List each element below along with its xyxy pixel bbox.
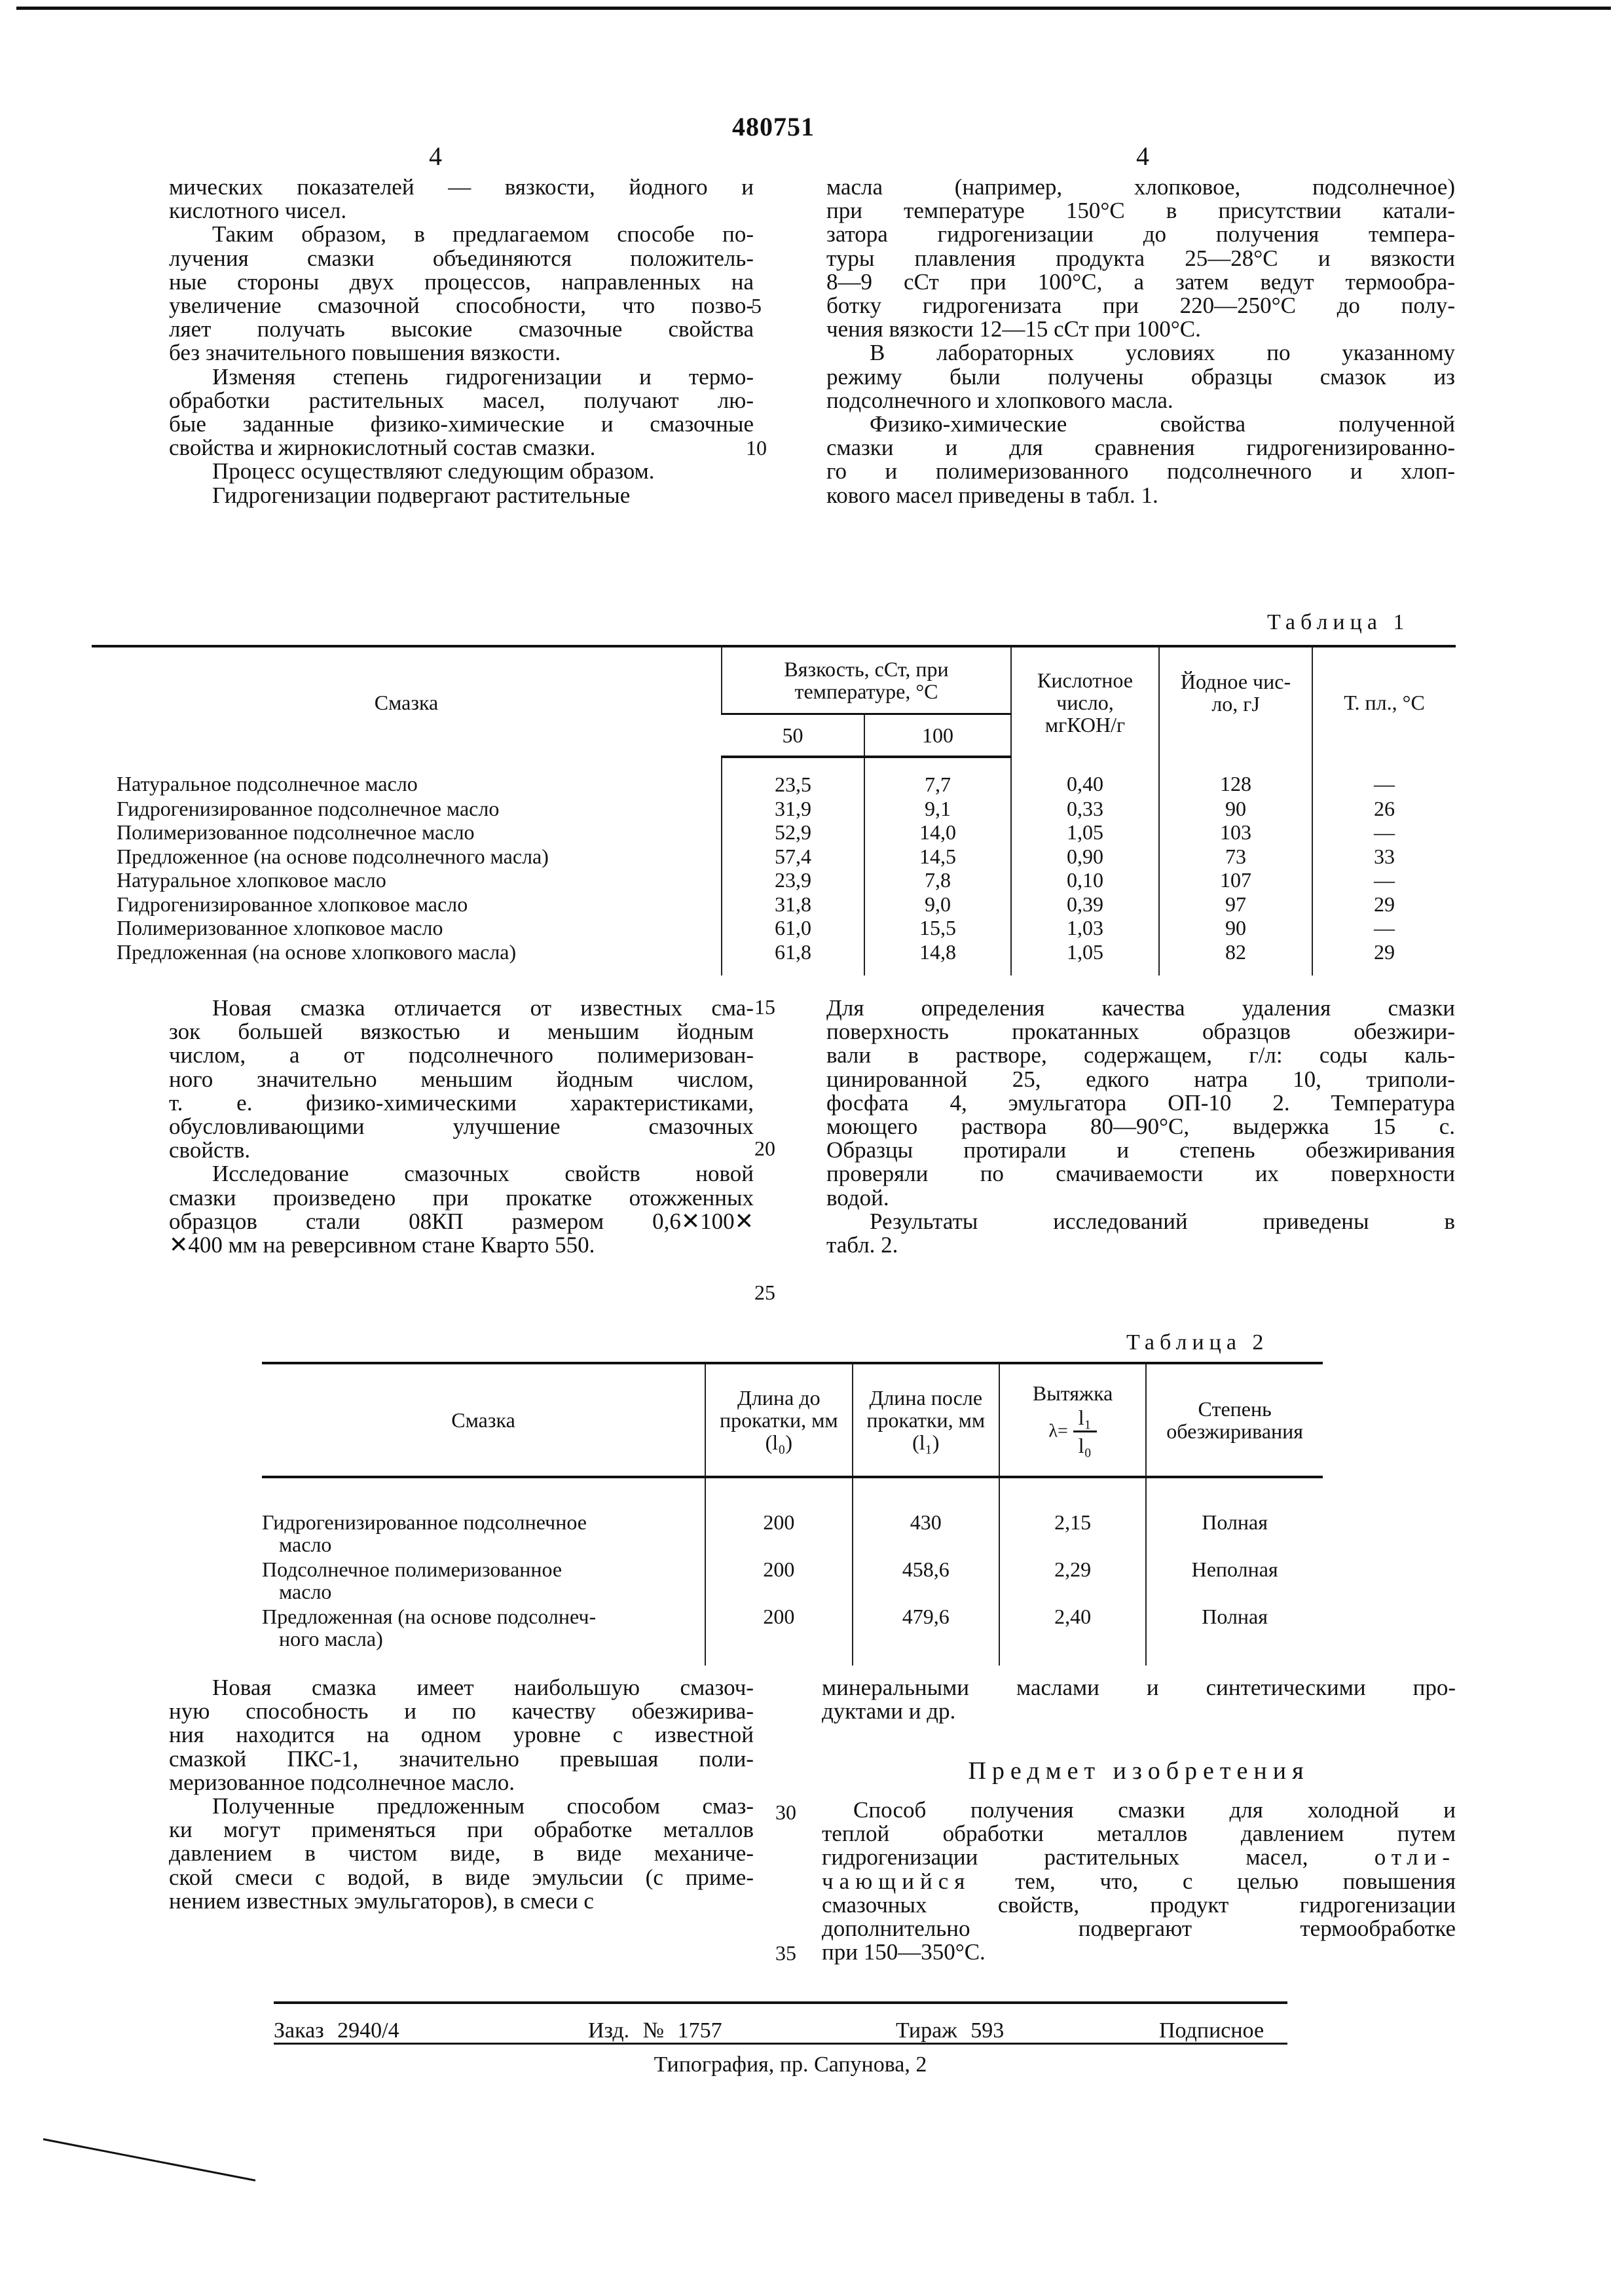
text-line: моющего раствора 80—90°С, выдержка 15 с.: [826, 1114, 1455, 1140]
cell-name: [262, 1477, 705, 1558]
paragraph: [169, 365, 754, 460]
text-line: [822, 1846, 1456, 1869]
table-row: [262, 1605, 1323, 1666]
table-1: [92, 645, 1456, 975]
cell-iodine: 97: [1159, 892, 1312, 917]
text-line: смазкой ПКС-1, значительно превышая поли-: [169, 1745, 754, 1772]
text-line: меризованное подсолнечное масло.: [169, 1769, 515, 1795]
cell-degreasing: Полная: [1146, 1605, 1323, 1666]
top-right-column: [826, 175, 1455, 507]
text-line: зок большей вязкостью и меньшим йодным: [169, 1019, 754, 1045]
paragraph: [169, 1676, 754, 1795]
cell-mp: —: [1312, 868, 1456, 892]
text-line: Процесс осуществляют следующим образом.: [212, 458, 655, 484]
text-line: Для определения качества удаления смазки: [826, 995, 1455, 1021]
cell-name: [262, 1558, 705, 1605]
text-line: свойства и жирнокислотный состав смазки.: [169, 435, 596, 461]
cell-mp: 29: [1312, 940, 1456, 976]
cell-degreasing: Неполная: [1146, 1558, 1323, 1605]
cell-acid: 0,33: [1011, 797, 1159, 821]
text-line: [822, 1798, 1456, 1822]
circulation: Тираж 593: [896, 2018, 1005, 2043]
text-line: образцов стали 08КП размером 0,6✕100✕: [169, 1208, 754, 1234]
paragraph: [169, 460, 754, 483]
cell-acid: 1,05: [1011, 940, 1159, 976]
claims-text: [822, 1798, 1456, 1964]
line-number-5: 5: [751, 294, 762, 318]
cell-v100: 7,8: [864, 868, 1011, 892]
elongation-formula: [1000, 1404, 1145, 1459]
cell-v50: 31,9: [722, 797, 864, 821]
col-header-iodine-number: Йодное чис-ло, гJ: [1159, 646, 1312, 757]
table-row: [92, 940, 1456, 976]
text-line: поверхность прокатанных образцов обезжири-: [826, 1019, 1455, 1045]
text-line: го и полимеризованного подсолнечного и хлоп-: [826, 458, 1455, 484]
cell-name-line-1: Предложенная (на основе подсолнеч-: [262, 1605, 597, 1628]
cell-v100: 9,1: [864, 797, 1011, 821]
formula-denominator: l₀: [1078, 1433, 1092, 1457]
line-number-15: 15: [754, 995, 775, 1019]
cell-acid: 0,40: [1011, 757, 1159, 797]
cell-name-line-1: Подсолнечное полимеризованное: [262, 1558, 563, 1581]
col-header-lubricant: Смазка: [92, 646, 722, 757]
paragraph: [169, 484, 754, 507]
paragraph: [826, 996, 1455, 1210]
text-line: ✕400 мм на реверсивном стане Кварто 550.: [169, 1232, 595, 1258]
paragraph: [169, 996, 754, 1162]
edition-number: Изд. № 1757: [588, 2018, 722, 2043]
cell-lambda: 2,29: [999, 1558, 1146, 1605]
text-line: ской смеси с водой, в виде эмульсии (с приме-: [169, 1864, 754, 1890]
cell-l1: 430: [853, 1477, 999, 1558]
table-2-body: [262, 1477, 1323, 1666]
formula-lhs: λ=: [1048, 1421, 1068, 1441]
cell-v100: 14,8: [864, 940, 1011, 976]
cell-acid: 0,90: [1011, 845, 1159, 869]
subscription-label: Подписное: [1159, 2018, 1264, 2043]
cell-name: Полимеризованное подсолнечное масло: [117, 820, 475, 844]
cell-mp: 33: [1312, 845, 1456, 869]
text-line: 8—9 сСт при 100°С, а затем ведут термообра-: [826, 268, 1455, 295]
cell-l0: 200: [705, 1605, 852, 1666]
text-line: ного значительно меньшим йодным числом,: [169, 1066, 754, 1092]
cell-mp: 29: [1312, 892, 1456, 917]
document-number: 480751: [732, 112, 815, 141]
cell-name-line-2: ного масла): [279, 1627, 383, 1650]
bottom-right-intro: [822, 1676, 1456, 1723]
cell-v50: 52,9: [722, 820, 864, 845]
text-line: проверяли по смачиваемости их поверхности: [826, 1161, 1455, 1187]
text-line: свойств.: [169, 1137, 251, 1163]
text-line: теплой обработки металлов давлением путем: [822, 1821, 1456, 1847]
text-line: водой.: [826, 1184, 889, 1211]
cell-v100: 7,7: [864, 757, 1011, 797]
col-header-viscosity-50: 50: [722, 714, 864, 757]
claim-line-4b: тем, что, с целью повышения: [1015, 1868, 1456, 1894]
text-line: Изменяя степень гидрогенизации и термо-: [212, 363, 754, 390]
text-line: давлением в чистом виде, в виде механиче-: [169, 1840, 754, 1867]
text-line: затора гидрогенизации до получения темпера-: [826, 221, 1455, 247]
col-header-melting-point: Т. пл., °С: [1312, 646, 1456, 757]
cell-iodine: 90: [1159, 916, 1312, 940]
left-column-page-number: 4: [429, 141, 442, 171]
table1-caption: Таблица 1: [1267, 610, 1410, 634]
cell-name: Гидрогенизированное подсолнечное масло: [117, 796, 500, 820]
cell-v50: 23,9: [722, 868, 864, 892]
text-line: минеральными маслами и синтетическими про-: [822, 1675, 1456, 1700]
text-line: при 150—350°С.: [822, 1939, 986, 1965]
line-number-10: 10: [746, 436, 767, 460]
cell-iodine: 82: [1159, 940, 1312, 976]
cell-v100: 14,5: [864, 845, 1011, 869]
cell-name: Полимеризованное хлопковое масло: [117, 916, 443, 939]
cell-l1: 458,6: [853, 1558, 999, 1605]
text-line: цинированной 25, едкого натра 10, триполи-: [826, 1066, 1455, 1092]
cell-v50: 31,8: [722, 892, 864, 917]
text-line: кислотного чисел.: [169, 198, 347, 224]
cell-acid: 0,10: [1011, 868, 1159, 892]
cell-v50: 23,5: [722, 757, 864, 797]
text-line: подсолнечного и хлопкового масла.: [826, 387, 1173, 413]
cell-lambda: 2,40: [999, 1605, 1146, 1666]
text-line: Результаты исследований приведены в: [870, 1208, 1455, 1234]
t2-col-header-elongation: [999, 1363, 1146, 1477]
text-line: ния находится на одном уровне с известной: [169, 1722, 754, 1748]
cell-acid: 1,03: [1011, 916, 1159, 940]
table-row: [262, 1558, 1323, 1605]
text-line: ботку гидрогенизата при 220—250°С до полу-: [826, 293, 1455, 319]
top-left-column: [169, 175, 754, 507]
cell-mp: —: [1312, 757, 1456, 797]
cell-acid: 1,05: [1011, 820, 1159, 845]
text-line: обработки растительных масел, получают лю-: [169, 387, 754, 413]
t2-col-header-length-before: Длина до прокатки, мм (l₀): [705, 1363, 852, 1477]
scan-artifact-line: [43, 2138, 256, 2181]
line-number-30: 30: [775, 1800, 796, 1824]
paragraph: [826, 1210, 1455, 1257]
cell-name-line-1: Гидрогенизированное подсолнечное: [262, 1510, 587, 1534]
text-line: Полученные предложенным способом смаз-: [212, 1793, 754, 1819]
cell-iodine: 128: [1159, 757, 1312, 797]
text-line: В лабораторных условиях по указанному: [870, 340, 1455, 366]
formula-fraction: [1073, 1404, 1097, 1459]
paragraph: [826, 412, 1455, 507]
text-line: фосфата 4, эмульгатора ОП-10 2. Температура: [826, 1089, 1455, 1116]
cell-name: Предложенное (на основе подсолнечного масла): [117, 844, 549, 868]
cell-v100: 9,0: [864, 892, 1011, 917]
footer-top-rule: [274, 2001, 1287, 2004]
cell-acid: 0,39: [1011, 892, 1159, 917]
cell-l0: 200: [705, 1558, 852, 1605]
order-number: Заказ 2940/4: [274, 2018, 399, 2043]
cell-name: [262, 1605, 705, 1666]
cell-name-line-2: масло: [279, 1580, 332, 1603]
text-line: туры плавления продукта 25—28°С и вязкости: [826, 245, 1455, 271]
col-header-viscosity-100: 100: [864, 714, 1011, 757]
text-line: Физико-химические свойства полученной: [870, 411, 1455, 437]
cell-iodine: 107: [1159, 868, 1312, 892]
line-number-35: 35: [775, 1941, 796, 1965]
cell-v50: 61,0: [722, 916, 864, 940]
cell-lambda: 2,15: [999, 1477, 1146, 1558]
middle-right-column: [826, 996, 1455, 1257]
cell-iodine: 73: [1159, 845, 1312, 869]
claim-line-1: Способ получения смазки для холодной и: [853, 1797, 1456, 1823]
cell-iodine: 103: [1159, 820, 1312, 845]
claim-line-3a: гидрогенизации растительных масел,: [822, 1844, 1308, 1870]
cell-mp: —: [1312, 916, 1456, 940]
text-line: нением известных эмульгаторов), в смеси с: [169, 1887, 594, 1914]
t2-col-header-degreasing: Степень обезжиривания: [1146, 1363, 1323, 1477]
formula-numerator: l₁: [1073, 1404, 1097, 1432]
footer-bottom-rule: [274, 2043, 1287, 2045]
claims-title: Предмет изобретения: [968, 1757, 1310, 1785]
cell-v50: 61,8: [722, 940, 864, 976]
table-row: [92, 797, 1456, 821]
text-line: увеличение смазочной способности, что позво-: [169, 293, 754, 319]
cell-v100: 15,5: [864, 916, 1011, 940]
cell-name-line-2: масло: [279, 1533, 332, 1556]
text-line: Новая смазка отличается от известных сма-: [212, 995, 754, 1021]
text-line: т. е. физико-химическими характеристиками,: [169, 1089, 754, 1116]
text-line: смазки произведено при прокатке отожженных: [169, 1184, 754, 1211]
text-line: ную способность и по качеству обезжирива-: [169, 1698, 754, 1724]
line-number-25: 25: [754, 1281, 775, 1304]
table-2: [262, 1362, 1323, 1666]
cell-name: Гидрогенизированное хлопковое масло: [117, 892, 468, 916]
cell-degreasing: Полная: [1146, 1477, 1323, 1558]
text-line: дуктами и др.: [822, 1698, 956, 1724]
text-line: ные стороны двух процессов, направленных на: [169, 268, 754, 295]
text-line: Исследование смазочных свойств новой: [212, 1161, 754, 1187]
claim-emphasis-2: чающийся: [822, 1868, 971, 1894]
elongation-label: Вытяжка: [1032, 1381, 1113, 1405]
table-row: [92, 916, 1456, 940]
paragraph: [169, 1795, 754, 1913]
text-line: мических показателей — вязкости, йодного и: [169, 174, 754, 200]
text-line: без значительного повышения вязкости.: [169, 340, 561, 366]
text-line: при температуре 150°С в присутствии катали-: [826, 198, 1455, 224]
text-line: ки могут применяться при обработке металлов: [169, 1817, 754, 1843]
text-line: табл. 2.: [826, 1232, 898, 1258]
cell-l1: 479,6: [853, 1605, 999, 1666]
text-line: масла (например, хлопковое, подсолнечное): [826, 174, 1455, 200]
cell-name: Предложенная (на основе хлопкового масла): [117, 939, 517, 964]
text-line: смазки и для сравнения гидрогенизированно-: [826, 435, 1455, 461]
table-row: [92, 845, 1456, 869]
page-number-4: 4: [1136, 141, 1149, 171]
cell-name: Натуральное подсолнечное масло: [117, 772, 418, 795]
text-line: кового масел приведены в табл. 1.: [826, 482, 1158, 508]
paragraph: [826, 175, 1455, 341]
top-rule: [16, 7, 1611, 10]
paragraph: [169, 1162, 754, 1257]
paragraph: [169, 223, 754, 365]
cell-l0: 200: [705, 1477, 852, 1558]
paragraph: [826, 341, 1455, 412]
table-row: [92, 868, 1456, 892]
line-number-20: 20: [754, 1137, 775, 1160]
text-line: Таким образом, в предлагаемом способе по-: [212, 221, 754, 247]
table-row: [262, 1477, 1323, 1558]
table-row: [92, 820, 1456, 845]
table-row: [92, 892, 1456, 917]
cell-mp: —: [1312, 820, 1456, 845]
middle-left-column: [169, 996, 754, 1257]
text-line: обусловливающими улучшение смазочных: [169, 1114, 754, 1140]
cell-v100: 14,0: [864, 820, 1011, 845]
col-header-viscosity: Вязкость, сСт, при температуре, °С: [722, 646, 1011, 714]
cell-iodine: 90: [1159, 797, 1312, 821]
text-line: вали в растворе, содержащем, г/л: соды каль-: [826, 1042, 1455, 1068]
table-1-body: [92, 757, 1456, 975]
text-line: дополнительно подвергают термообработке: [822, 1916, 1456, 1942]
text-line: Образцы протирали и степень обезжиривания: [826, 1137, 1455, 1163]
text-line: смазочных свойств, продукт гидрогенизации: [822, 1891, 1456, 1918]
text-line: Гидрогенизации подвергают растительные: [212, 482, 631, 508]
t2-col-header-length-after: Длина после прокатки, мм (l₁): [853, 1363, 999, 1477]
cell-mp: 26: [1312, 797, 1456, 821]
text-line: [822, 1870, 1456, 1893]
col-header-acid-number: Кислотное число, мгКОН/г: [1011, 646, 1159, 757]
paragraph: [169, 175, 754, 223]
cell-name: Натуральное хлопковое масло: [117, 868, 386, 892]
text-line: чения вязкости 12—15 сСт при 100°С.: [826, 316, 1201, 342]
t2-col-header-lubricant: Смазка: [262, 1363, 705, 1477]
cell-v50: 57,4: [722, 845, 864, 869]
text-line: режиму были получены образцы смазок из: [826, 363, 1455, 390]
text-line: ляет получать высокие смазочные свойства: [169, 316, 754, 342]
printing-house: Типография, пр. Сапунова, 2: [654, 2052, 927, 2077]
text-line: лучения смазки объединяются положитель-: [169, 245, 754, 271]
claim-emphasis-1: отли-: [1374, 1844, 1456, 1870]
table2-caption: Таблица 2: [1126, 1330, 1269, 1355]
text-line: Новая смазка имеет наибольшую смазоч-: [212, 1675, 754, 1700]
right-column-page-number: [1136, 141, 1149, 172]
text-line: бые заданные физико-химические и смазочные: [169, 411, 754, 437]
text-line: числом, а от подсолнечного полимеризован-: [169, 1042, 754, 1068]
table-row: [92, 757, 1456, 797]
bottom-left-column: [169, 1676, 754, 1913]
